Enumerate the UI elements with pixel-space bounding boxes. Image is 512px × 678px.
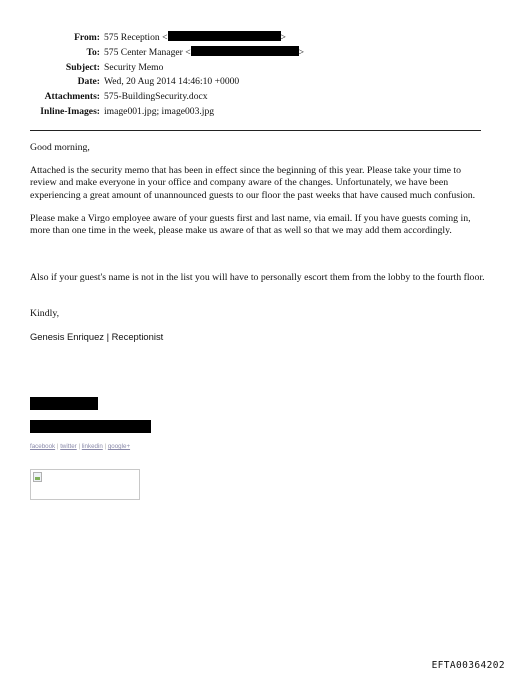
redaction-block — [30, 420, 151, 433]
to-close: > — [298, 46, 305, 58]
body-paragraph: Please make a Virgo employee aware of your guests first and last name, via email. If you have guests coming in, more than one time in the week, please make us aware of that as well so that we may add them accordingly. — [30, 212, 471, 237]
twitter-link[interactable]: twitter — [60, 443, 77, 450]
attachments-row — [0, 90, 512, 105]
subject-row — [0, 61, 512, 76]
closing: Kindly, — [30, 308, 60, 320]
greeting: Good morning, — [30, 142, 90, 153]
from-label: From: — [74, 32, 100, 43]
inline-images-row — [0, 105, 512, 120]
email-header — [0, 31, 512, 120]
attachments-label: Attachments: — [44, 91, 100, 103]
from-close: > — [280, 32, 286, 43]
redaction-block — [30, 397, 98, 410]
header-divider — [30, 130, 481, 131]
google-plus-link[interactable]: google+ — [107, 443, 131, 450]
redaction-block — [168, 31, 281, 41]
body-paragraph: Also if your guest's name is not in the list you will have to personally escort them from the lobby to the fourth floor. — [30, 272, 485, 284]
date-row — [0, 75, 512, 90]
separator: | — [104, 443, 107, 450]
signature: Genesis Enriquez | Receptionist — [30, 330, 164, 342]
from-row — [0, 31, 512, 46]
email-body — [30, 142, 485, 343]
from-value — [104, 31, 286, 46]
to-name: 575 Center Manager < — [104, 46, 191, 58]
inline-images-value: image001.jpg; image003.jpg — [104, 105, 215, 117]
separator: | — [56, 443, 59, 450]
document-id: EFTA00364202 — [431, 660, 505, 671]
body-paragraph: Attached is the security memo that has been in effect since the beginning of this year. Please take your time to review and make everyone in your office and company aware of the changes. Unfortunately, we have been experiencing a great amount of unannounced guests to our floor the past weeks that have caused much confusion. — [30, 165, 476, 201]
redaction-block — [191, 46, 299, 56]
facebook-link[interactable]: facebook — [30, 443, 56, 450]
inline-image-placeholder — [30, 469, 140, 500]
subject-label: Subject: — [65, 61, 100, 73]
subject-value: Security Memo — [104, 61, 164, 73]
social-links — [30, 443, 130, 450]
from-name: 575 Reception < — [104, 32, 168, 43]
linkedin-link[interactable]: linkedin — [81, 443, 103, 450]
to-value — [104, 46, 304, 61]
attachments-value: 575-BuildingSecurity.docx — [104, 91, 208, 103]
date-label: Date: — [77, 76, 100, 88]
to-label: To: — [86, 46, 100, 58]
date-value: Wed, 20 Aug 2014 14:46:10 +0000 — [104, 76, 240, 88]
inline-images-label: Inline-Images: — [40, 105, 100, 117]
broken-image-icon — [33, 472, 42, 482]
separator: | — [78, 443, 81, 450]
to-row — [0, 46, 512, 61]
